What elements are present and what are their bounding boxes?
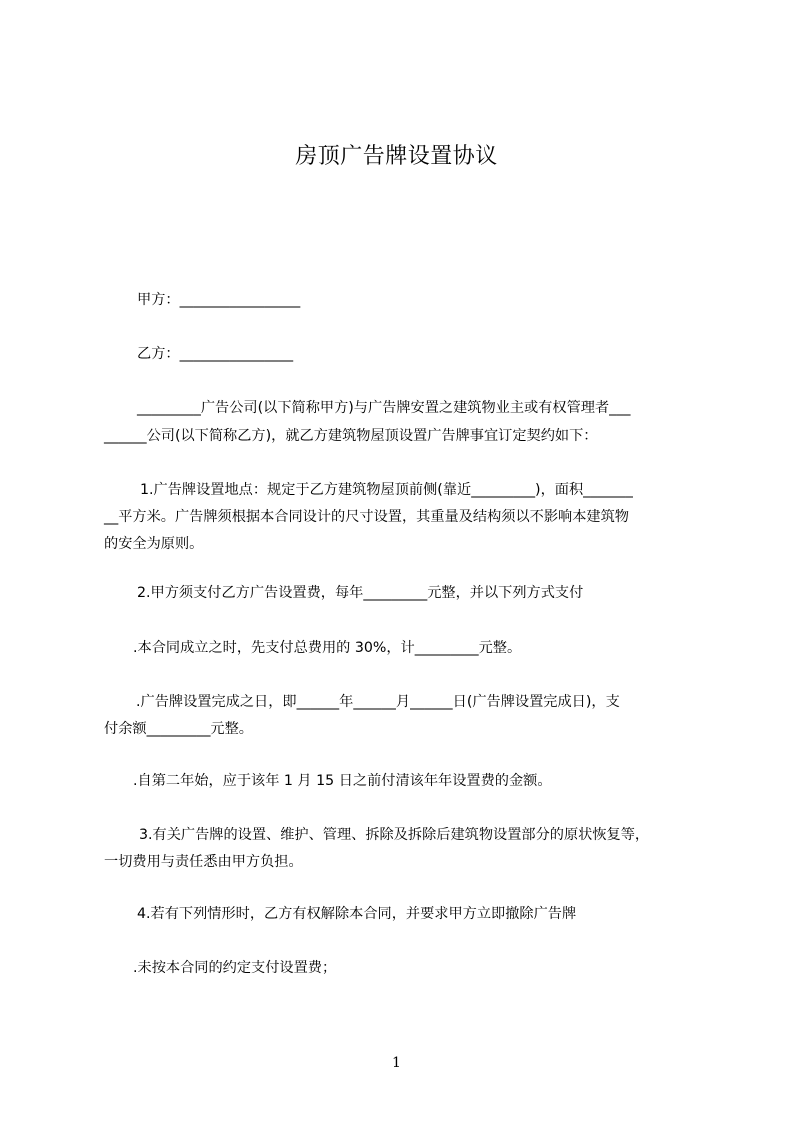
clause-4-item-1: .未按本合同的约定支付设置费； — [133, 960, 337, 976]
clause-1-line-3: 的安全为原则。 — [104, 536, 204, 552]
clause-2-item-2-line-2: 付余额_________元整。 — [104, 721, 253, 737]
clause-4-line: 4.若有下列情形时，乙方有权解除本合同，并要求甲方立即撤除广告牌 — [137, 906, 577, 922]
clause-2-item-1: .本合同成立之时，先支付总费用的 30%，计_________元整。 — [133, 640, 522, 656]
clause-1-line-2: __平方米。广告牌须根据本合同设计的尺寸设置，其重量及结构须以不影响本建筑物 — [104, 509, 629, 525]
clause-3-line-1: 3.有关广告牌的设置、维护、管理、拆除及拆除后建筑物设置部分的原状恢复等， — [139, 827, 650, 843]
clause-2-item-3: .自第二年始，应于该年 1 月 15 日之前付清该年年设置费的金额。 — [133, 773, 552, 789]
document-title: 房顶广告牌设置协议 — [295, 144, 498, 169]
clause-2-line: 2.甲方须支付乙方广告设置费，每年_________元整，并以下列方式支付 — [137, 585, 584, 601]
party-b-line: 乙方：________________ — [137, 346, 294, 362]
clause-3-line-2: 一切费用与责任悉由甲方负担。 — [104, 854, 303, 870]
clause-1-line-1: 1.广告牌设置地点：规定于乙方建筑物屋顶前侧(靠近_________)，面积_______ — [140, 482, 633, 498]
clause-2-item-2-line-1: .广告牌设置完成之日，即______年______月______日(广告牌设置完成日)，支 — [136, 694, 620, 710]
intro-line-2: ______公司(以下简称乙方)，就乙方建筑物屋顶设置广告牌事宜订定契约如下： — [104, 428, 598, 444]
intro-line-1: _________广告公司(以下简称甲方)与广告牌安置之建筑物业主或有权管理者___ — [137, 400, 631, 416]
page-number: 1 — [392, 1055, 401, 1071]
party-a-line: 甲方：_________________ — [137, 292, 301, 308]
